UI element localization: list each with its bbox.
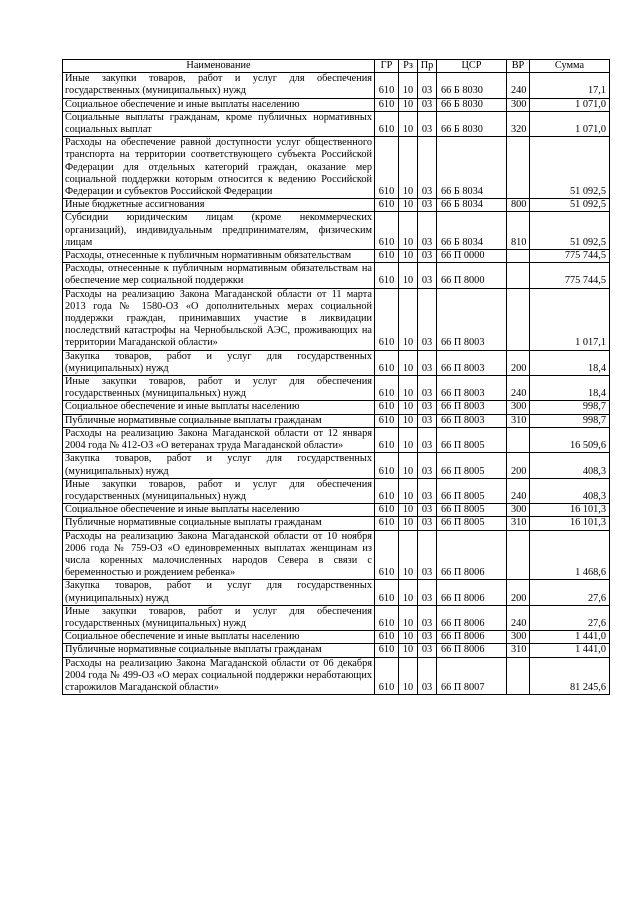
- header-pr: Пр: [418, 60, 437, 73]
- cell-vr: 310: [507, 414, 530, 427]
- cell-pr: 03: [418, 427, 437, 452]
- cell-vr: 240: [507, 73, 530, 98]
- cell-name: Расходы на реализацию Закона Магаданской области от 11 марта 2013 года № 1580-ОЗ «О дополнительных мерах социальной поддержки граждан, принимавших участие в ликвидации последствий катастрофы на Чернобыльской АЭС, проживающих на территории Магаданской области»: [63, 288, 375, 350]
- cell-vr: 200: [507, 580, 530, 605]
- cell-gr: 610: [375, 478, 399, 503]
- cell-csr: 66 П 8005: [437, 453, 507, 478]
- cell-gr: 610: [375, 250, 399, 263]
- cell-sum: 1 441,0: [530, 644, 610, 657]
- cell-vr: 200: [507, 453, 530, 478]
- cell-gr: 610: [375, 137, 399, 199]
- cell-sum: 18,4: [530, 350, 610, 375]
- cell-csr: 66 Б 8030: [437, 111, 507, 136]
- cell-pr: 03: [418, 657, 437, 695]
- header-gr: ГР: [375, 60, 399, 73]
- cell-rz: 10: [399, 605, 418, 630]
- header-sum: Сумма: [530, 60, 610, 73]
- cell-csr: 66 П 8003: [437, 288, 507, 350]
- cell-csr: 66 П 8003: [437, 376, 507, 401]
- cell-name: Расходы, отнесенные к публичным нормативным обязательствам на обеспечение мер социальной поддержки: [63, 263, 375, 288]
- cell-name: Расходы на обеспечение равной доступности услуг общественного транспорта на территории соответствующего субъекта Российской Федерации для отдельных категорий граждан, оказание мер социальной поддержки которым относится к ведению Российской Федерации и субъектов Российской Федерации: [63, 137, 375, 199]
- cell-csr: 66 П 8003: [437, 401, 507, 414]
- cell-pr: 03: [418, 401, 437, 414]
- table-row: [63, 414, 610, 427]
- cell-name: Социальное обеспечение и иные выплаты населению: [63, 631, 375, 644]
- cell-pr: 03: [418, 631, 437, 644]
- cell-sum: 16 101,3: [530, 517, 610, 530]
- cell-gr: 610: [375, 199, 399, 212]
- table-row: [63, 73, 610, 98]
- cell-gr: 610: [375, 504, 399, 517]
- table-row: [63, 212, 610, 250]
- cell-vr: [507, 263, 530, 288]
- cell-csr: 66 П 8006: [437, 644, 507, 657]
- header-rz: Рз: [399, 60, 418, 73]
- cell-pr: 03: [418, 73, 437, 98]
- cell-sum: 1 071,0: [530, 98, 610, 111]
- cell-rz: 10: [399, 631, 418, 644]
- cell-pr: 03: [418, 605, 437, 630]
- cell-sum: 17,1: [530, 73, 610, 98]
- cell-sum: 1 017,1: [530, 288, 610, 350]
- cell-csr: 66 П 8005: [437, 427, 507, 452]
- cell-vr: 310: [507, 644, 530, 657]
- cell-rz: 10: [399, 212, 418, 250]
- cell-gr: 610: [375, 98, 399, 111]
- cell-csr: 66 П 8006: [437, 580, 507, 605]
- cell-sum: 81 245,6: [530, 657, 610, 695]
- cell-rz: 10: [399, 288, 418, 350]
- cell-sum: 16 509,6: [530, 427, 610, 452]
- cell-name: Иные бюджетные ассигнования: [63, 199, 375, 212]
- table-row: [63, 401, 610, 414]
- cell-vr: 240: [507, 478, 530, 503]
- cell-sum: 775 744,5: [530, 263, 610, 288]
- cell-name: Иные закупки товаров, работ и услуг для обеспечения государственных (муниципальных) нужд: [63, 376, 375, 401]
- cell-vr: [507, 250, 530, 263]
- cell-sum: 998,7: [530, 401, 610, 414]
- cell-pr: 03: [418, 478, 437, 503]
- cell-rz: 10: [399, 350, 418, 375]
- cell-name: Закупка товаров, работ и услуг для государственных (муниципальных) нужд: [63, 453, 375, 478]
- cell-vr: 300: [507, 401, 530, 414]
- cell-gr: 610: [375, 644, 399, 657]
- cell-pr: 03: [418, 212, 437, 250]
- cell-pr: 03: [418, 98, 437, 111]
- table-row: [63, 453, 610, 478]
- table-row: [63, 657, 610, 695]
- cell-vr: [507, 288, 530, 350]
- cell-name: Иные закупки товаров, работ и услуг для обеспечения государственных (муниципальных) нужд: [63, 73, 375, 98]
- cell-csr: 66 Б 8030: [437, 73, 507, 98]
- table-row: [63, 137, 610, 199]
- cell-rz: 10: [399, 111, 418, 136]
- cell-vr: [507, 530, 530, 580]
- cell-sum: 18,4: [530, 376, 610, 401]
- cell-rz: 10: [399, 530, 418, 580]
- cell-rz: 10: [399, 517, 418, 530]
- cell-rz: 10: [399, 478, 418, 503]
- table-row: [63, 427, 610, 452]
- cell-sum: 51 092,5: [530, 137, 610, 199]
- cell-gr: 610: [375, 111, 399, 136]
- table-row: [63, 98, 610, 111]
- cell-pr: 03: [418, 517, 437, 530]
- cell-rz: 10: [399, 657, 418, 695]
- header-vr: ВР: [507, 60, 530, 73]
- cell-name: Расходы на реализацию Закона Магаданской области от 10 ноября 2006 года № 759-ОЗ «О единовременных выплатах женщинам из числа коренных малочисленных народов Севера в связи с беременностью и рождением ребенка»: [63, 530, 375, 580]
- cell-csr: 66 Б 8034: [437, 199, 507, 212]
- cell-sum: 27,6: [530, 605, 610, 630]
- cell-rz: 10: [399, 644, 418, 657]
- cell-csr: 66 П 8003: [437, 350, 507, 375]
- table-row: [63, 199, 610, 212]
- cell-gr: 610: [375, 414, 399, 427]
- cell-pr: 03: [418, 288, 437, 350]
- cell-vr: 300: [507, 504, 530, 517]
- cell-rz: 10: [399, 98, 418, 111]
- cell-pr: 03: [418, 376, 437, 401]
- cell-gr: 610: [375, 73, 399, 98]
- cell-gr: 610: [375, 605, 399, 630]
- cell-sum: 51 092,5: [530, 212, 610, 250]
- table-row: [63, 580, 610, 605]
- cell-pr: 03: [418, 453, 437, 478]
- table-row: [63, 111, 610, 136]
- cell-sum: 408,3: [530, 453, 610, 478]
- cell-gr: 610: [375, 580, 399, 605]
- cell-vr: 300: [507, 98, 530, 111]
- cell-vr: 310: [507, 517, 530, 530]
- cell-sum: 1 468,6: [530, 530, 610, 580]
- cell-rz: 10: [399, 401, 418, 414]
- cell-csr: 66 Б 8034: [437, 137, 507, 199]
- header-csr: ЦСР: [437, 60, 507, 73]
- cell-name: Публичные нормативные социальные выплаты гражданам: [63, 414, 375, 427]
- cell-name: Закупка товаров, работ и услуг для государственных (муниципальных) нужд: [63, 350, 375, 375]
- cell-rz: 10: [399, 199, 418, 212]
- cell-gr: 610: [375, 263, 399, 288]
- header-name: Наименование: [63, 60, 375, 73]
- cell-name: Социальное обеспечение и иные выплаты населению: [63, 98, 375, 111]
- cell-csr: 66 Б 8030: [437, 98, 507, 111]
- cell-gr: 610: [375, 288, 399, 350]
- cell-sum: 1 441,0: [530, 631, 610, 644]
- cell-gr: 610: [375, 376, 399, 401]
- cell-gr: 610: [375, 427, 399, 452]
- cell-csr: 66 П 8005: [437, 478, 507, 503]
- cell-pr: 03: [418, 137, 437, 199]
- cell-csr: 66 П 8007: [437, 657, 507, 695]
- cell-rz: 10: [399, 137, 418, 199]
- cell-pr: 03: [418, 644, 437, 657]
- cell-gr: 610: [375, 657, 399, 695]
- cell-name: Субсидии юридическим лицам (кроме некоммерческих организаций), индивидуальным предпринимателям, физическим лицам: [63, 212, 375, 250]
- table-row: [63, 530, 610, 580]
- cell-csr: 66 Б 8034: [437, 212, 507, 250]
- cell-name: Публичные нормативные социальные выплаты гражданам: [63, 644, 375, 657]
- table-row: [63, 263, 610, 288]
- cell-csr: 66 П 8006: [437, 631, 507, 644]
- cell-name: Публичные нормативные социальные выплаты гражданам: [63, 517, 375, 530]
- table-header-row: [63, 60, 610, 73]
- cell-csr: 66 П 8006: [437, 605, 507, 630]
- cell-name: Закупка товаров, работ и услуг для государственных (муниципальных) нужд: [63, 580, 375, 605]
- cell-pr: 03: [418, 530, 437, 580]
- cell-name: Расходы, отнесенные к публичным нормативным обязательствам: [63, 250, 375, 263]
- cell-pr: 03: [418, 199, 437, 212]
- table-row: [63, 288, 610, 350]
- cell-rz: 10: [399, 427, 418, 452]
- cell-pr: 03: [418, 250, 437, 263]
- cell-rz: 10: [399, 504, 418, 517]
- cell-rz: 10: [399, 580, 418, 605]
- cell-csr: 66 П 8003: [437, 414, 507, 427]
- cell-csr: 66 П 8006: [437, 530, 507, 580]
- cell-name: Расходы на реализацию Закона Магаданской области от 12 января 2004 года № 412-ОЗ «О ветеранах труда Магаданской области»: [63, 427, 375, 452]
- cell-pr: 03: [418, 414, 437, 427]
- table-row: [63, 376, 610, 401]
- cell-vr: 300: [507, 631, 530, 644]
- cell-name: Социальное обеспечение и иные выплаты населению: [63, 504, 375, 517]
- cell-vr: 800: [507, 199, 530, 212]
- cell-name: Расходы на реализацию Закона Магаданской области от 06 декабря 2004 года № 499-ОЗ «О мерах социальной поддержки неработающих старожилов Магаданской области»: [63, 657, 375, 695]
- cell-vr: 240: [507, 605, 530, 630]
- cell-rz: 10: [399, 250, 418, 263]
- table-row: [63, 605, 610, 630]
- cell-rz: 10: [399, 376, 418, 401]
- table-row: [63, 517, 610, 530]
- cell-name: Социальные выплаты гражданам, кроме публичных нормативных социальных выплат: [63, 111, 375, 136]
- cell-pr: 03: [418, 263, 437, 288]
- cell-sum: 408,3: [530, 478, 610, 503]
- budget-table: [62, 59, 610, 695]
- cell-gr: 610: [375, 530, 399, 580]
- cell-gr: 610: [375, 350, 399, 375]
- cell-sum: 51 092,5: [530, 199, 610, 212]
- cell-gr: 610: [375, 631, 399, 644]
- cell-rz: 10: [399, 453, 418, 478]
- cell-sum: 16 101,3: [530, 504, 610, 517]
- cell-vr: 320: [507, 111, 530, 136]
- cell-vr: [507, 137, 530, 199]
- cell-name: Социальное обеспечение и иные выплаты населению: [63, 401, 375, 414]
- table-row: [63, 504, 610, 517]
- cell-pr: 03: [418, 111, 437, 136]
- cell-name: Иные закупки товаров, работ и услуг для обеспечения государственных (муниципальных) нужд: [63, 605, 375, 630]
- cell-name: Иные закупки товаров, работ и услуг для обеспечения государственных (муниципальных) нужд: [63, 478, 375, 503]
- cell-sum: 775 744,5: [530, 250, 610, 263]
- cell-csr: 66 П 8005: [437, 504, 507, 517]
- cell-rz: 10: [399, 414, 418, 427]
- cell-gr: 610: [375, 401, 399, 414]
- cell-csr: 66 П 8000: [437, 263, 507, 288]
- cell-pr: 03: [418, 350, 437, 375]
- cell-sum: 998,7: [530, 414, 610, 427]
- cell-gr: 610: [375, 453, 399, 478]
- cell-gr: 610: [375, 517, 399, 530]
- cell-vr: 240: [507, 376, 530, 401]
- cell-vr: 200: [507, 350, 530, 375]
- table-row: [63, 250, 610, 263]
- cell-rz: 10: [399, 73, 418, 98]
- cell-sum: 1 071,0: [530, 111, 610, 136]
- cell-pr: 03: [418, 580, 437, 605]
- cell-vr: [507, 427, 530, 452]
- cell-vr: 810: [507, 212, 530, 250]
- cell-csr: 66 П 8005: [437, 517, 507, 530]
- cell-pr: 03: [418, 504, 437, 517]
- cell-csr: 66 П 0000: [437, 250, 507, 263]
- table-row: [63, 478, 610, 503]
- table-row: [63, 644, 610, 657]
- cell-sum: 27,6: [530, 580, 610, 605]
- table-row: [63, 631, 610, 644]
- cell-vr: [507, 657, 530, 695]
- cell-gr: 610: [375, 212, 399, 250]
- table-row: [63, 350, 610, 375]
- cell-rz: 10: [399, 263, 418, 288]
